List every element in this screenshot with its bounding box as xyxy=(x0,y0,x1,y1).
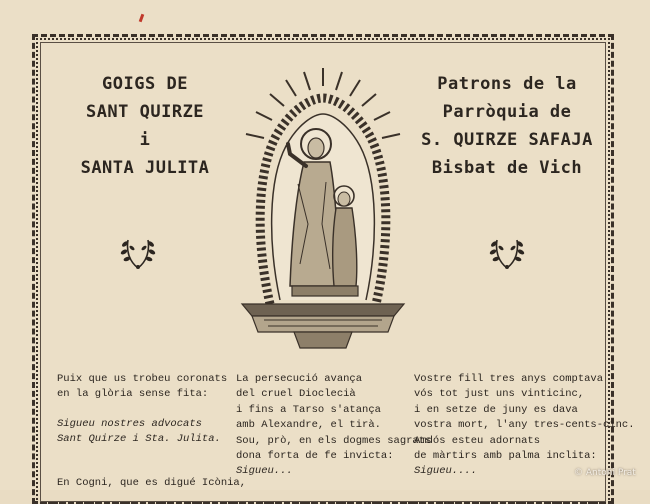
verse-line: La persecució avança xyxy=(236,373,363,385)
verse-line: Vostre fill tres anys comptava xyxy=(414,373,604,385)
verse-line: Puix que us trobeu coronats xyxy=(57,373,228,385)
verse-line: del cruel Dioclecià xyxy=(236,388,356,401)
title-line: i xyxy=(139,130,151,150)
child-figure xyxy=(333,208,357,286)
verse-line: vós tot just uns vinticinc, xyxy=(414,388,585,401)
verse-line: En Cogni, que es digué Icònia, xyxy=(57,476,247,489)
verse-line: de màrtirs amb palma inclita: xyxy=(414,450,597,463)
parish-line: Parròquia de xyxy=(442,102,572,122)
verse-column xyxy=(236,372,432,480)
verse-line: en la glòria sense fita: xyxy=(57,388,209,401)
laurel-ornament-icon xyxy=(485,234,529,270)
verse-column xyxy=(57,372,247,491)
altar-base xyxy=(242,304,404,316)
photo-credit: © Antoni Prat xyxy=(574,468,636,478)
verse-line: Sou, prò, en els dogmes sagrats xyxy=(236,434,432,447)
verse-line: Sigueu nostres advocats xyxy=(57,417,202,430)
stanza-gap xyxy=(57,403,232,417)
verse-line: Sigueu.... xyxy=(414,465,478,478)
saints-engraving xyxy=(234,64,412,356)
title-line: SANT QUIRZE xyxy=(85,102,205,122)
verse-line: Amdós esteu adornats xyxy=(414,434,541,447)
title-line: GOIGS DE xyxy=(102,74,188,94)
stanza-gap xyxy=(57,448,232,462)
verse-line: i en setze de juny es dava xyxy=(414,403,578,416)
title-line: SANTA JULITA xyxy=(80,158,210,178)
verse-line: i fins a Tarso s'atança xyxy=(236,403,381,416)
parish-line: Bisbat de Vich xyxy=(431,158,583,178)
verse-line: amb Alexandre, el tirà. xyxy=(236,419,381,432)
laurel-ornament-icon xyxy=(116,234,160,270)
verse-line: vostra mort, l'any tres-cents-cinc. xyxy=(414,419,635,432)
parish-block xyxy=(412,70,602,182)
stanza-gap xyxy=(57,462,232,476)
pedestal xyxy=(292,286,358,296)
verse-line: Sant Quirze i Sta. Julita. xyxy=(57,433,221,446)
verse-line: Sigueu... xyxy=(236,465,293,478)
parish-line: Patrons de la xyxy=(437,74,577,94)
verse-line: dona forta de fe invicta: xyxy=(236,450,394,463)
title-block xyxy=(60,70,230,182)
parish-line: S. QUIRZE SAFAJA xyxy=(421,130,593,150)
